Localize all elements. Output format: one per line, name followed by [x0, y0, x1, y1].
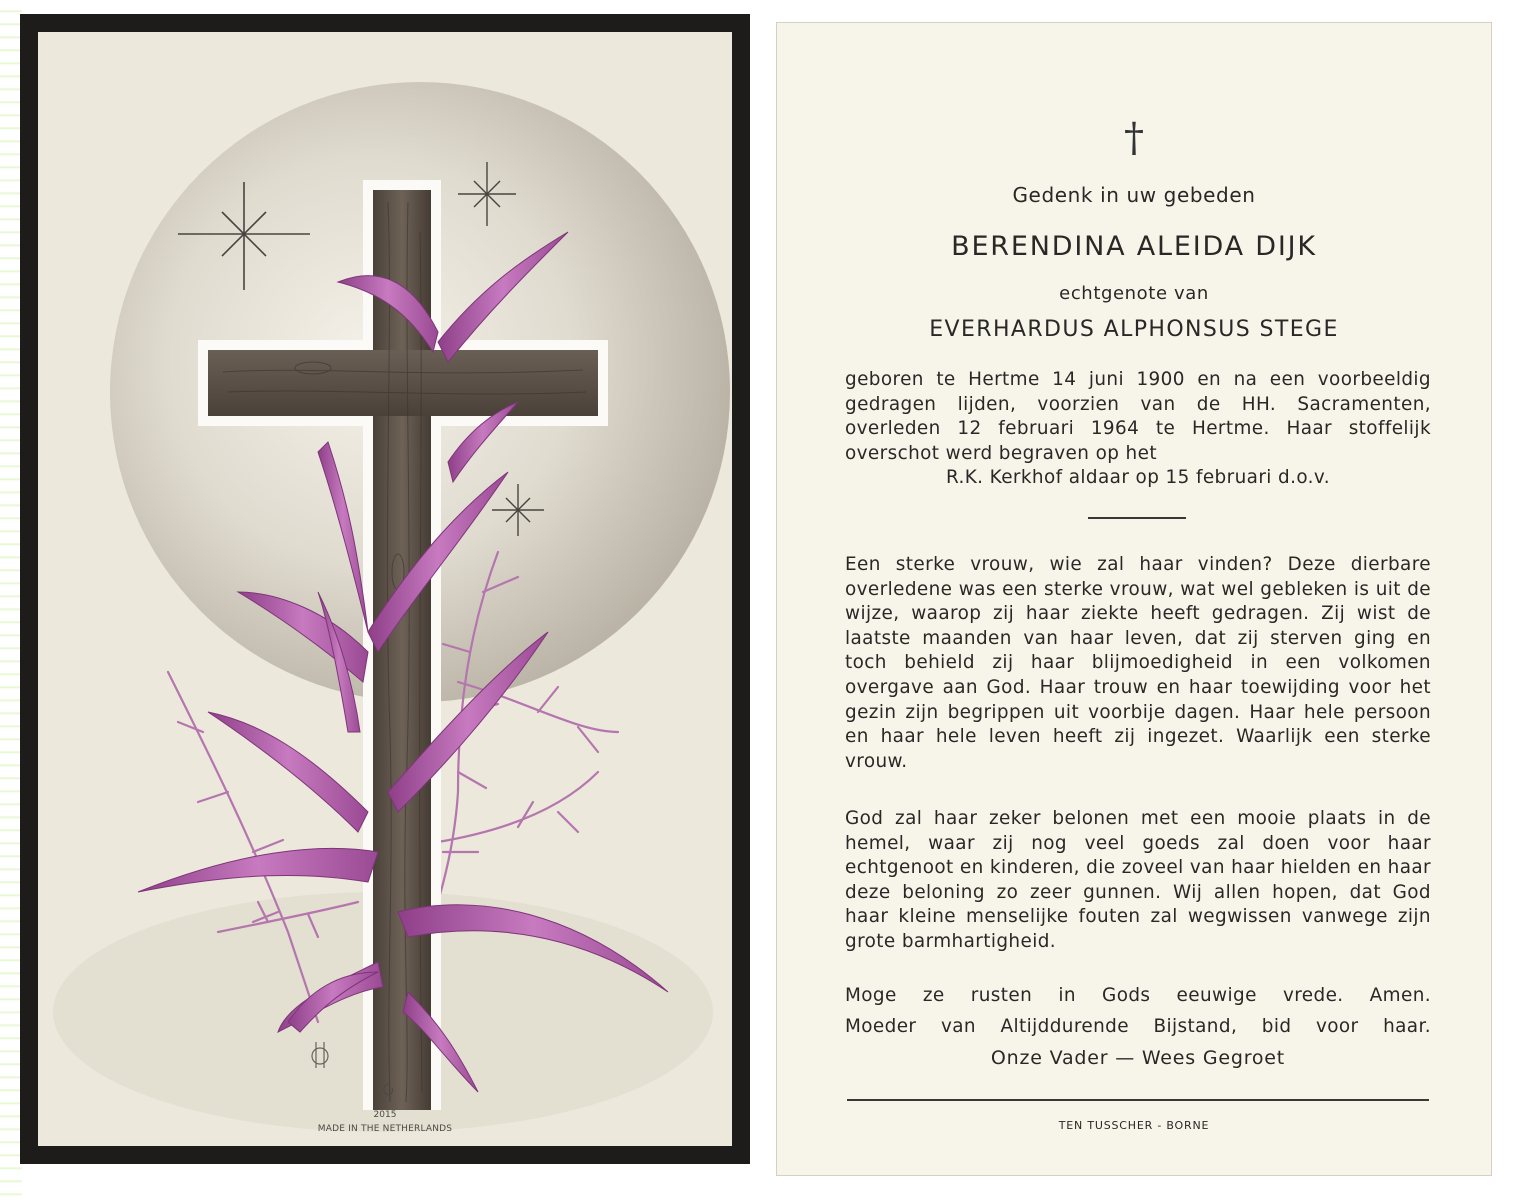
moeder-line: Moeder van Altijddurende Bijstand, bid voor haar. — [845, 1016, 1431, 1037]
burial-line: R.K. Kerkhof aldaar op 15 februari d.o.v. — [945, 467, 1331, 489]
footer-divider — [847, 1099, 1429, 1101]
spouse-name: EVERHARDUS ALPHONSUS STEGE — [929, 317, 1339, 342]
birth-death-text: geboren te Hertme 14 juni 1900 en na een voorbeeldig gedragen lijden, voorzien van de HH. Sacramenten, overleden 12 februari 1964 te Hertme. Haar stoffelijk overschot werd begraven op het — [845, 369, 1431, 464]
imprint-code: 2015 — [373, 1110, 397, 1120]
front-illustration — [38, 32, 732, 1146]
prayer-card-back — [776, 22, 1492, 1176]
prayer-line: Onze Vader — Wees Gegroet — [990, 1047, 1286, 1069]
section-divider — [1088, 517, 1186, 519]
god-paragraph: God zal haar zeker belonen met een mooie plaats in de hemel, waar zij nog veel goeds zal doen voor haar echtgenoot en kinderen, die zoveel van haar hielden en haar deze beloning zo zeer gunnen. Wij allen hopen, dat God haar kleine menselijke fouten zal wegwissen vanwege zijn grote barmhartigheid. — [845, 808, 1431, 952]
moge-line: Moge ze rusten in Gods eeuwige vrede. Amen. — [845, 985, 1431, 1006]
tribute-paragraph: Een sterke vrouw, wie zal haar vinden? Deze dierbare overledene was een sterke vrouw, wat wel gebleken is uit de wijze, waarop zij haar ziekte heeft gedragen. Zij wist de laatste maanden van haar leven, dat zij sterven ging en toch behield zij haar blijmoedigheid in een volkomen overgave aan God. Haar trouw en haar toewijding voor het gezin zijn begrippen uit voorbije dagen. Haar hele persoon en haar hele leven heeft zij ingezet. Waarlijk een sterke vrouw. — [845, 554, 1431, 772]
gedenk-heading: Gedenk in uw gebeden — [1012, 183, 1256, 207]
prayer-card-front — [20, 14, 750, 1164]
cross-illustration — [38, 32, 732, 1146]
echtgenote-label: echtgenote van — [1059, 283, 1209, 304]
imprint-made-in: MADE IN THE NETHERLANDS — [317, 1124, 453, 1134]
birth-death-paragraph — [845, 368, 1431, 491]
deceased-name: BERENDINA ALEIDA DIJK — [951, 231, 1317, 262]
printer-imprint: TEN TUSSCHER - BORNE — [1058, 1119, 1210, 1132]
cross-symbol: † — [1124, 115, 1144, 161]
scan-edge — [0, 0, 22, 1200]
